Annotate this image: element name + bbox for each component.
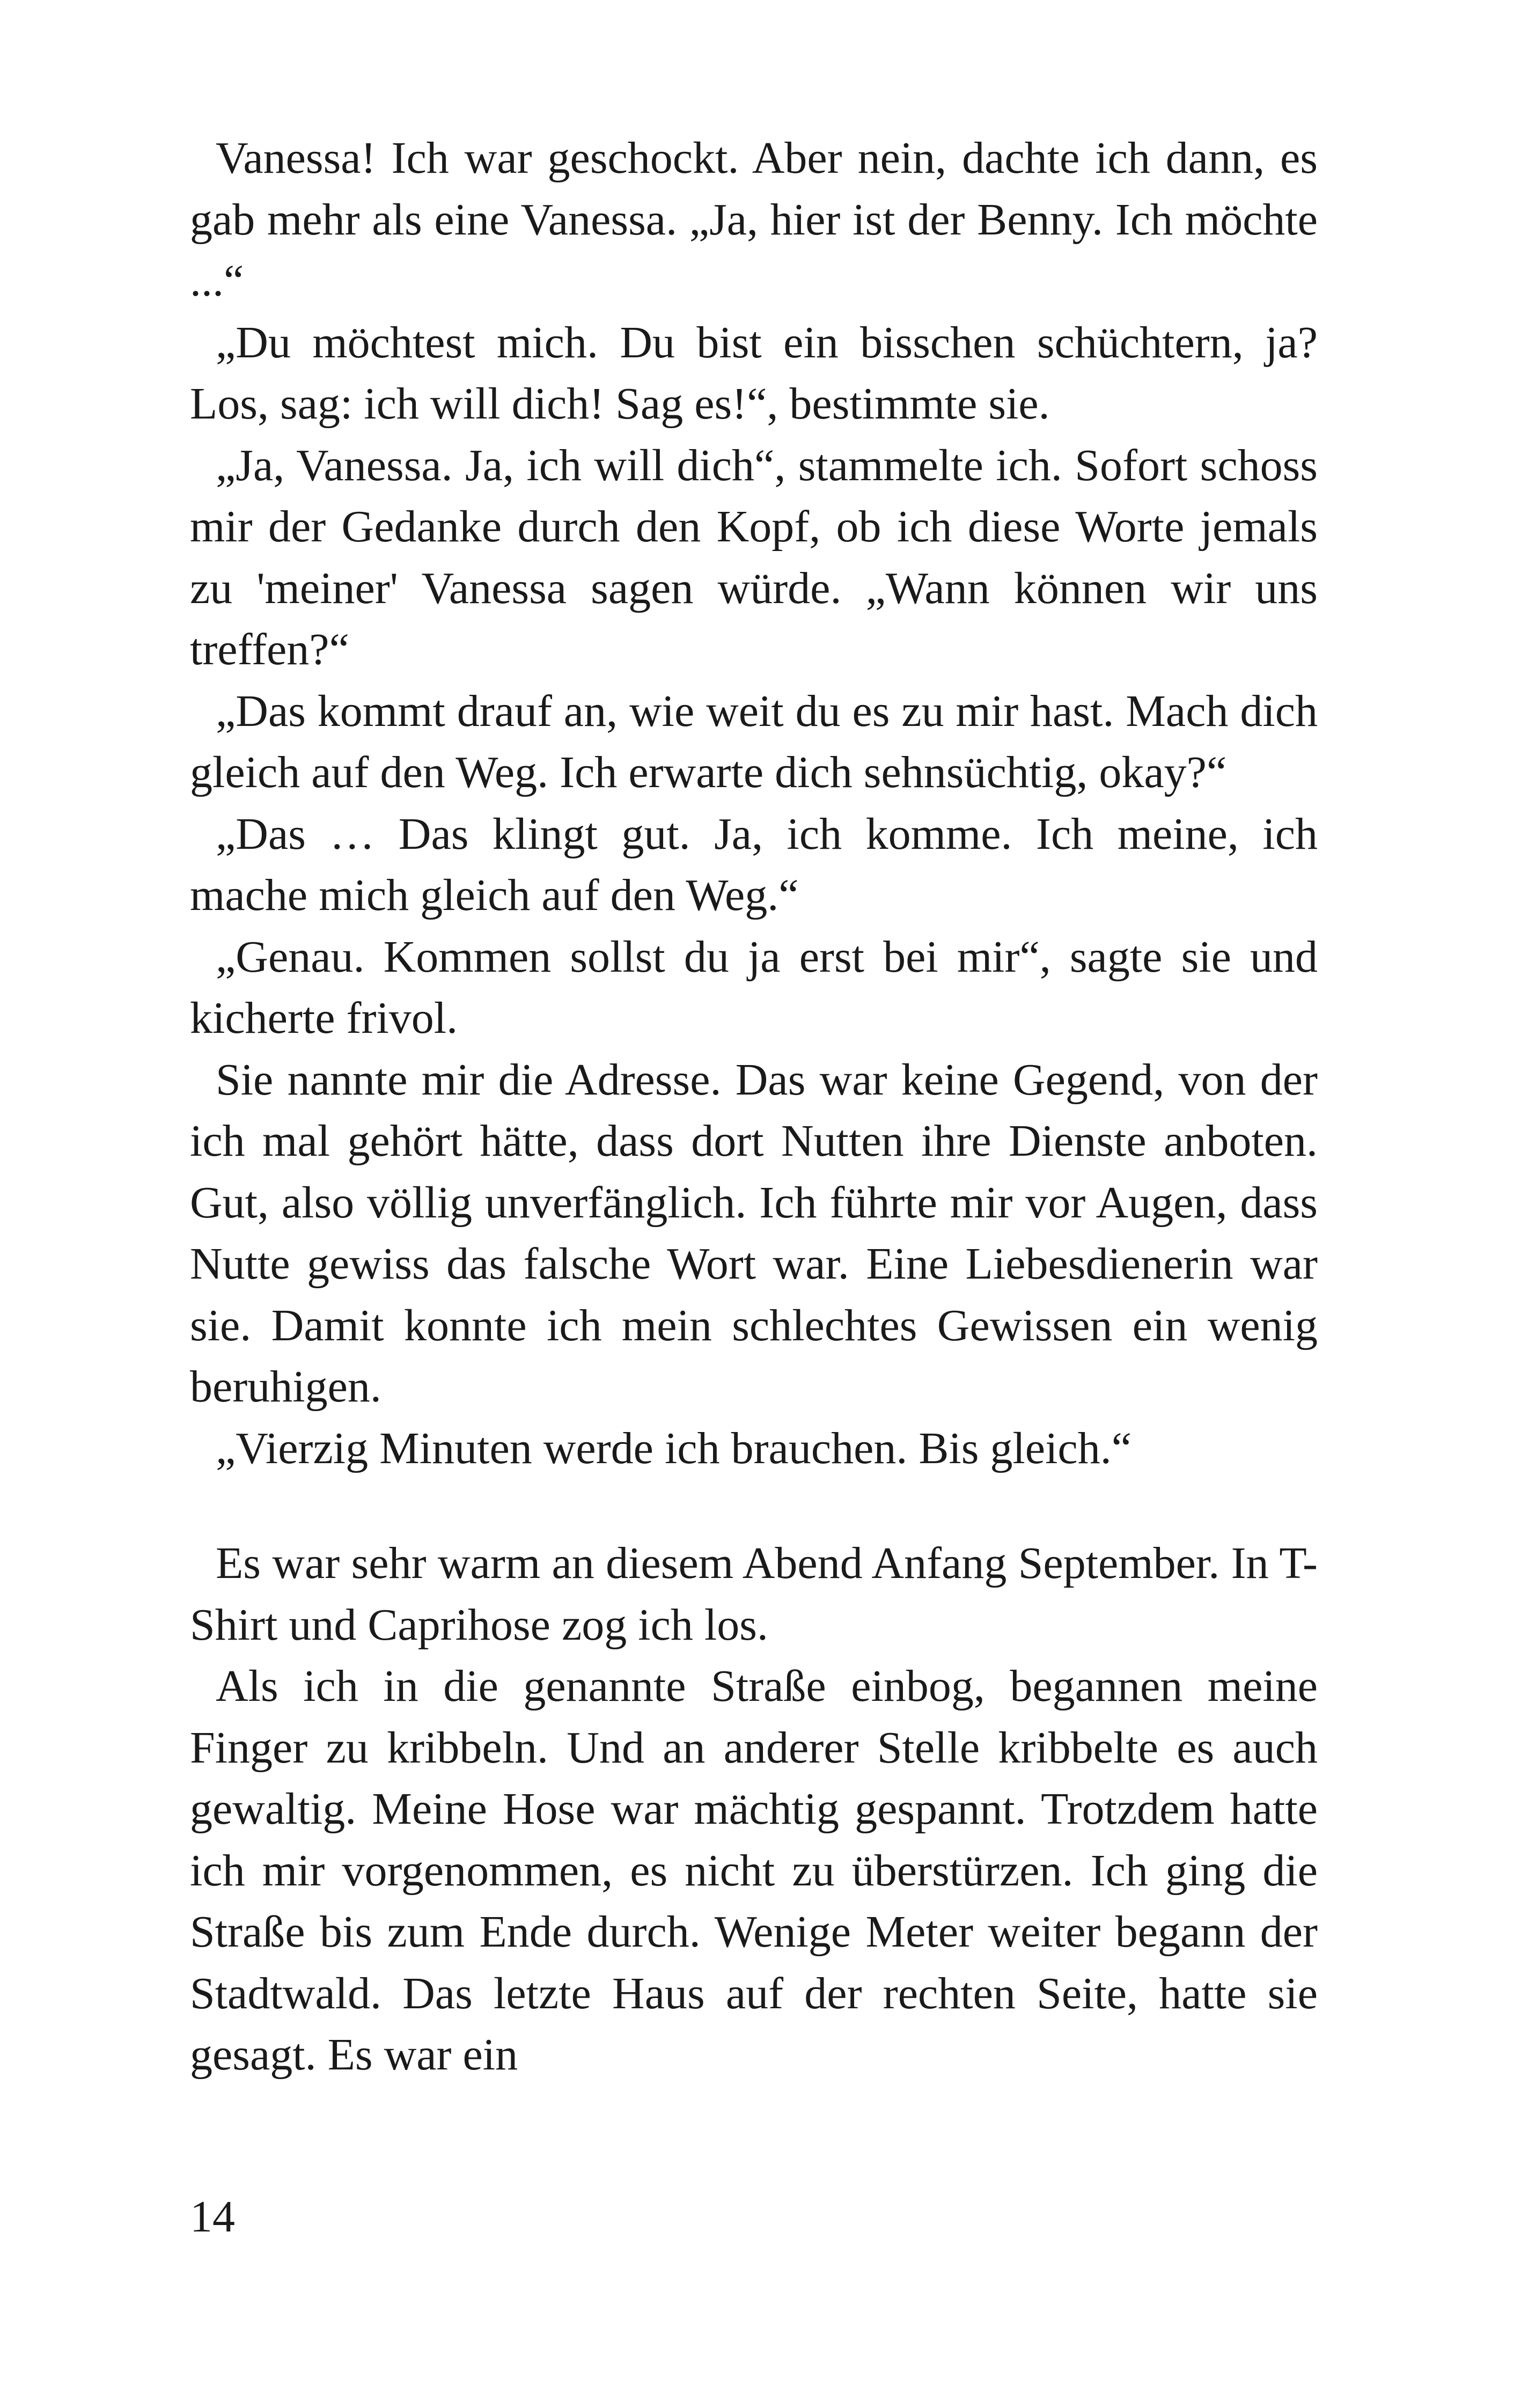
paragraph: „Das kommt drauf an, wie weit du es zu mir hast. Mach dich gleich auf den Weg. Ich erwarte dich sehnsüchtig, okay?“ — [190, 686, 1318, 797]
paragraph: Vanessa! Ich war geschockt. Aber nein, dachte ich dann, es gab mehr als eine Vanessa. „Ja, hier ist der Benny. Ich möchte ...“ — [190, 133, 1318, 306]
paragraph: Es war sehr warm an diesem Abend Anfang September. In T-Shirt und Caprihose zog ich los. — [190, 1538, 1318, 1650]
page-number: 14 — [190, 2192, 235, 2242]
paragraph: „Das … Das klingt gut. Ja, ich komme. Ich meine, ich mache mich gleich auf den Weg.“ — [190, 809, 1318, 920]
body-text — [190, 128, 1318, 2086]
paragraph: Sie nannte mir die Adresse. Das war keine Gegend, von der ich mal gehört hätte, dass dort Nutten ihre Dienste anboten. Gut, also völlig unverfänglich. Ich führte mir vor Augen, dass Nutte gewiss das falsche Wort war. Eine Liebesdienerin war sie. Damit konnte ich mein schlechtes Gewissen ein wenig beruhigen. — [190, 1054, 1318, 1412]
paragraph: „Genau. Kommen sollst du ja erst bei mir“, sagte sie und kicherte frivol. — [190, 931, 1318, 1043]
paragraph: „Vierzig Minuten werde ich brauchen. Bis gleich.“ — [216, 1423, 1131, 1473]
paragraph: „Ja, Vanessa. Ja, ich will dich“, stammelte ich. Sofort schoss mir der Gedanke durch den Kopf, ob ich diese Worte jemals zu 'meiner' Vanessa sagen würde. „Wann können wir uns treffen?“ — [190, 440, 1318, 674]
paragraph: Als ich in die genannte Straße einbog, begannen meine Finger zu kribbeln. Und an anderer Stelle kribbelte es auch gewaltig. Meine Hose war mächtig gespannt. Trotzdem hatte ich mir vorgenommen, es nicht zu überstürzen. Ich ging die Straße bis zum Ende durch. Wenige Meter weiter begann der Stadtwald. Das letzte Haus auf der rechten Seite, hatte sie gesagt. Es war ein — [190, 1661, 1318, 2080]
paragraph: „Du möchtest mich. Du bist ein bisschen schüchtern, ja? Los, sag: ich will dich! Sag es!“, bestimmte sie. — [190, 317, 1318, 429]
